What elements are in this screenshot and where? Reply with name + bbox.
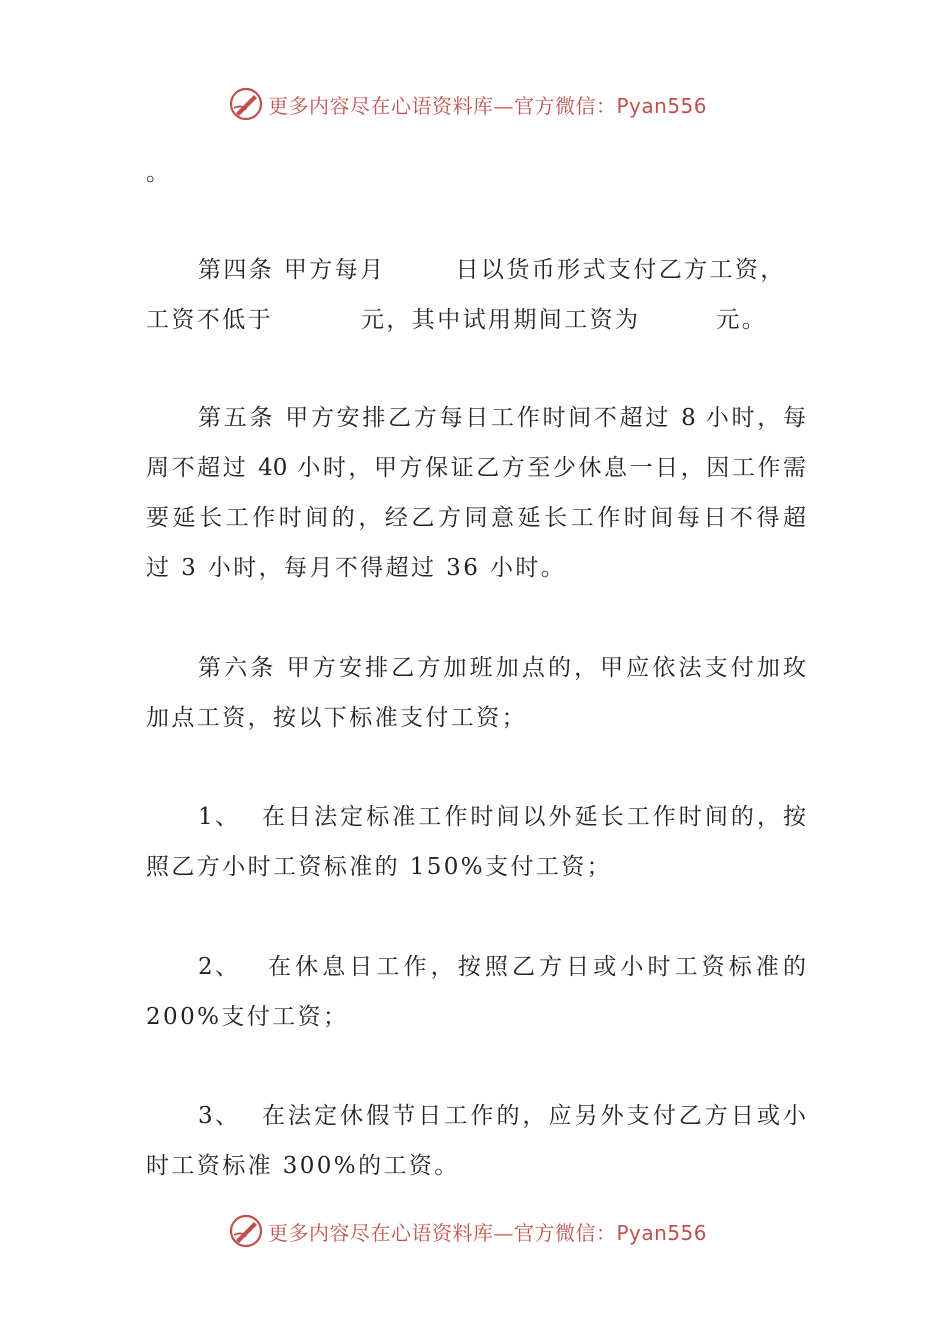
article-4-line-2c: 元。 <box>716 307 768 333</box>
article-4-line-1a: 第四条 甲方每月 <box>198 257 386 283</box>
item-3-line-1: 在法定休假节日工作的，应另外支付乙方日或小 <box>262 1103 806 1129</box>
item-3-number: 3、 <box>198 1103 241 1129</box>
item-1-line-2: 照乙方小时工资标准的 150%支付工资； <box>146 854 613 880</box>
document-body <box>146 0 806 1344</box>
article-4-line-2a: 工资不低于 <box>146 307 273 333</box>
article-4-line-1 <box>198 255 806 285</box>
footer-banner-label: 更多内容尽在心语资料库—官方微信： <box>268 1220 617 1245</box>
article-5-line-3: 要延长工作时间的，经乙方同意延长工作时间每日不得超 <box>146 505 806 531</box>
quill-logo-icon <box>228 1213 264 1249</box>
header-banner-wechat: Pyan556 <box>616 93 708 118</box>
item-3-line-2: 时工资标准 300%的工资。 <box>146 1153 460 1179</box>
article-6-line-2: 加点工资，按以下标准支付工资； <box>146 705 527 731</box>
footer-banner <box>228 1211 707 1251</box>
footer-banner-wechat: Pyan556 <box>616 1220 708 1245</box>
header-banner-label: 更多内容尽在心语资料库—官方微信： <box>268 93 617 118</box>
leading-mark: 。 <box>146 160 172 186</box>
article-4-line-2 <box>146 305 806 335</box>
item-2-number: 2、 <box>198 954 241 980</box>
item-1-line-1: 在日法定标准工作时间以外延长工作时间的，按 <box>262 804 806 830</box>
article-4-line-2b: 元，其中试用期间工资为 <box>361 307 641 333</box>
article-6-line-1: 第六条 甲方安排乙方加班加点的，甲应依法支付加玫 <box>198 655 806 681</box>
item-2-line-2: 200%支付工资； <box>146 1004 349 1030</box>
article-5-line-1: 第五条 甲方安排乙方每日工作时间不超过 8 小时，每 <box>198 405 806 431</box>
article-5-line-2: 周不超过 40 小时，甲方保证乙方至少休息一日，因工作需 <box>146 455 806 481</box>
footer-banner-text <box>268 1217 707 1246</box>
item-1-number: 1、 <box>198 804 241 830</box>
article-4-line-1b: 日以货币形式支付乙方工资， <box>455 257 786 283</box>
article-5-line-4: 过 3 小时，每月不得超过 36 小时。 <box>146 555 567 581</box>
item-2-line-1: 在休息日工作，按照乙方日或小时工资标准的 <box>268 954 806 980</box>
